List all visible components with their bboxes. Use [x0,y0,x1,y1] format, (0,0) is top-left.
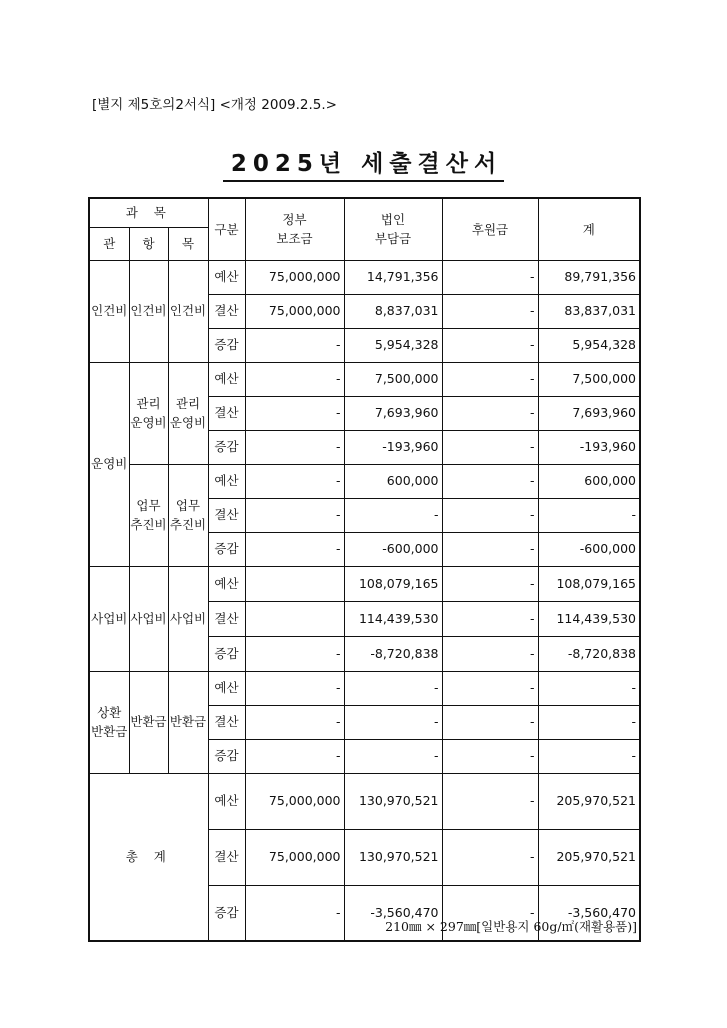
corp-burden-cell: 8,837,031 [344,294,442,328]
donation-cell: - [442,498,538,532]
hang-header: 항 [129,227,168,260]
total-cell: -8,720,838 [538,636,640,671]
corp-burden-cell: 114,439,530 [344,601,442,636]
total-cell: 83,837,031 [538,294,640,328]
donation-cell: - [442,773,538,829]
mok-cell: 인건비 [168,260,208,362]
gwan-cell: 운영비 [89,362,129,566]
gov-subsidy-cell: 75,000,000 [245,260,344,294]
gov-subsidy-cell: - [245,705,344,739]
kind-cell: 결산 [208,498,245,532]
page-title [0,145,727,182]
table-row [89,464,640,498]
table-row [89,566,640,601]
donation-cell: - [442,430,538,464]
gov-subsidy-cell: - [245,671,344,705]
total-header: 계 [538,198,640,260]
kind-cell: 결산 [208,396,245,430]
hang-cell: 사업비 [129,566,168,671]
gov-subsidy-cell: - [245,362,344,396]
gov-subsidy-cell: - [245,430,344,464]
donation-cell: - [442,705,538,739]
total-cell: 114,439,530 [538,601,640,636]
donation-cell: - [442,362,538,396]
kind-cell: 결산 [208,705,245,739]
corp-burden-cell: 130,970,521 [344,829,442,885]
table-row [89,362,640,396]
gov-subsidy-cell [245,601,344,636]
total-cell: 89,791,356 [538,260,640,294]
kind-header: 구분 [208,198,245,260]
kind-cell: 예산 [208,566,245,601]
mok-cell: 반환금 [168,671,208,773]
corp-burden-cell: -3,560,470 [344,885,442,941]
table-row [89,671,640,705]
gov-subsidy-cell: - [245,636,344,671]
donation-cell: - [442,566,538,601]
corp-burden-cell: - [344,671,442,705]
kind-cell: 예산 [208,773,245,829]
donation-cell: - [442,396,538,430]
gov-subsidy-cell: 75,000,000 [245,294,344,328]
corp-burden-cell: - [344,705,442,739]
kind-cell: 예산 [208,260,245,294]
form-label: [별지 제5호의2서식] <개정 2009.2.5.> [92,97,337,113]
corp-burden-cell: 600,000 [344,464,442,498]
donation-cell: - [442,671,538,705]
kind-cell: 결산 [208,294,245,328]
hang-cell: 반환금 [129,671,168,773]
total-cell: 108,079,165 [538,566,640,601]
gwan-cell: 인건비 [89,260,129,362]
gov-subsidy-cell: - [245,739,344,773]
expenditure-settlement-table [88,197,641,942]
corp-burden-header: 법인 부담금 [344,198,442,260]
table-row [89,260,640,294]
mok-cell: 업무 추진비 [168,464,208,566]
donation-cell: - [442,739,538,773]
total-cell: 7,500,000 [538,362,640,396]
gov-subsidy-cell: - [245,885,344,941]
total-cell: 5,954,328 [538,328,640,362]
corp-burden-cell: 130,970,521 [344,773,442,829]
total-cell: - [538,705,640,739]
corp-burden-cell: 7,693,960 [344,396,442,430]
hang-cell: 인건비 [129,260,168,362]
total-cell: 7,693,960 [538,396,640,430]
gwan-cell: 상환 반환금 [89,671,129,773]
donation-header: 후원금 [442,198,538,260]
corp-burden-cell: 108,079,165 [344,566,442,601]
gov-subsidy-cell: - [245,396,344,430]
donation-cell: - [442,532,538,566]
kind-cell: 예산 [208,671,245,705]
corp-burden-cell: 14,791,356 [344,260,442,294]
donation-cell: - [442,294,538,328]
gwan-cell: 사업비 [89,566,129,671]
gov-subsidy-cell: 75,000,000 [245,773,344,829]
corp-burden-cell: -193,960 [344,430,442,464]
corp-burden-cell: 5,954,328 [344,328,442,362]
total-cell: - [538,671,640,705]
gov-subsidy-header: 정부 보조금 [245,198,344,260]
kind-cell: 결산 [208,601,245,636]
mok-cell: 사업비 [168,566,208,671]
kind-cell: 증감 [208,430,245,464]
mok-cell: 관리 운영비 [168,362,208,464]
total-row [89,773,640,829]
mok-header: 목 [168,227,208,260]
kind-cell: 증감 [208,885,245,941]
gov-subsidy-cell: - [245,464,344,498]
donation-cell: - [442,885,538,941]
donation-cell: - [442,464,538,498]
gov-subsidy-cell [245,566,344,601]
kind-cell: 증감 [208,739,245,773]
grand-total-label: 총 계 [89,773,208,941]
corp-burden-cell: -8,720,838 [344,636,442,671]
kind-cell: 결산 [208,829,245,885]
kind-cell: 증감 [208,328,245,362]
total-cell: - [538,498,640,532]
gwan-header: 관 [89,227,129,260]
paper-spec-footer: 210㎜ × 297㎜[일반용지 60g/㎡(재활용품)] [385,919,637,934]
corp-burden-cell: 7,500,000 [344,362,442,396]
kind-cell: 예산 [208,362,245,396]
total-cell: 600,000 [538,464,640,498]
kind-cell: 증감 [208,532,245,566]
corp-burden-cell: - [344,498,442,532]
total-cell: 205,970,521 [538,829,640,885]
total-cell: 205,970,521 [538,773,640,829]
total-cell: -600,000 [538,532,640,566]
donation-cell: - [442,636,538,671]
kind-cell: 예산 [208,464,245,498]
hang-cell: 관리 운영비 [129,362,168,464]
gov-subsidy-cell: - [245,328,344,362]
gov-subsidy-cell: - [245,498,344,532]
gov-subsidy-cell: - [245,532,344,566]
subject-header: 과 목 [89,198,208,227]
donation-cell: - [442,829,538,885]
total-cell: - [538,739,640,773]
total-cell: -3,560,470 [538,885,640,941]
donation-cell: - [442,328,538,362]
title-text: 2025년 세출결산서 [223,145,504,182]
donation-cell: - [442,601,538,636]
corp-burden-cell: -600,000 [344,532,442,566]
kind-cell: 증감 [208,636,245,671]
corp-burden-cell: - [344,739,442,773]
total-cell: -193,960 [538,430,640,464]
gov-subsidy-cell: 75,000,000 [245,829,344,885]
hang-cell: 업무 추진비 [129,464,168,566]
donation-cell: - [442,260,538,294]
